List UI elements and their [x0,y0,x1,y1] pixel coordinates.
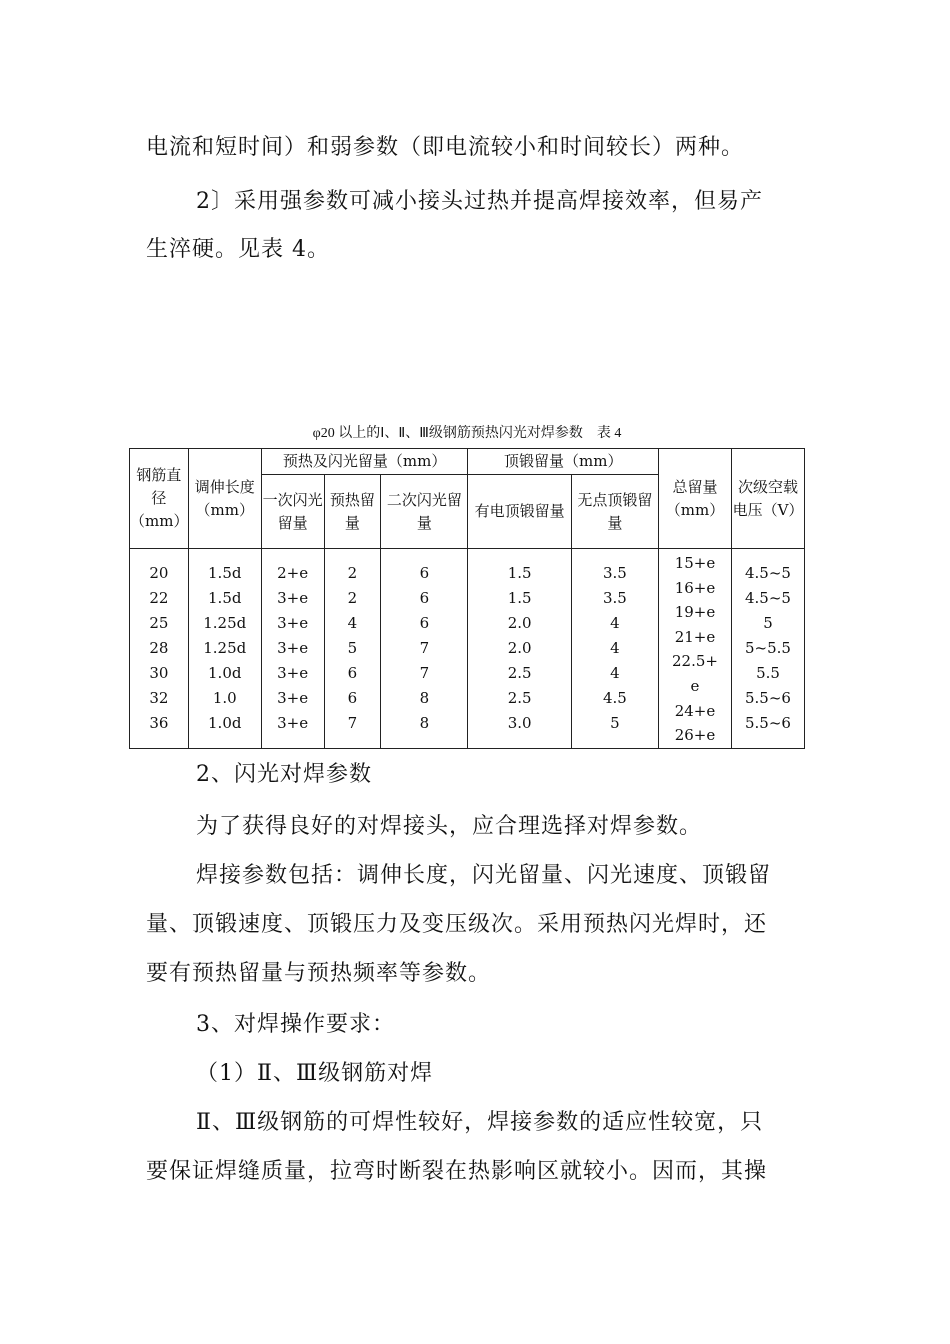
table-cell: 3.0 [507,714,532,732]
table-cell: 1.0d [208,714,242,732]
table-cell: 8 [419,714,430,732]
table-cell: 21+e [674,627,716,646]
table-cell: 28 [149,639,169,657]
table-cell: 6 [347,689,358,707]
table-cell: 2.5 [507,664,532,682]
table-cell: 2 [347,564,358,582]
sub-heading: （1）Ⅱ、Ⅲ级钢筋对焊 [196,1061,434,1086]
paragraph-line: 电流和短时间）和弱参数（即电流较小和时间较长）两种。 [146,135,745,160]
header-preheat: 预热留量 [324,475,381,549]
table-cell: 3+e [277,714,309,732]
section-heading: 3、对焊操作要求： [196,1012,395,1037]
table-cell: 4.5~5 [745,564,791,582]
table-cell: 1.25d [203,614,247,632]
table-cell: 6 [419,589,430,607]
paragraph-line: 量、顶锻速度、顶锻压力及变压级次。采用预热闪光焊时，还 [146,912,768,937]
table-cell: 1.5 [507,564,532,582]
welding-parameters-table [129,448,805,749]
table-cell: 6 [347,664,358,682]
table-cell: 4 [610,614,620,632]
table-cell: 6 [419,564,430,582]
table-cell: 5.5~6 [745,714,791,732]
table-cell: 36 [149,714,169,732]
header-upset-current: 有电顶锻留量 [468,475,571,549]
table-cell: 16+e [674,578,716,597]
table-cell: 20 [149,564,169,582]
table-cell: 3.5 [603,589,627,607]
table-cell: 15+e [674,554,716,572]
table-cell: 4 [347,614,358,632]
table-cell: 1.25d [203,639,247,657]
table-cell: 26+e [674,726,716,745]
column-first-flash [261,549,324,749]
column-voltage [731,549,804,749]
table-cell: 1.5d [208,564,242,582]
column-upset-no-current [571,549,658,749]
table-cell: 5 [763,614,773,632]
table-cell: 22 [149,589,169,607]
column-total [659,549,732,749]
table-cell: 2.5 [507,689,532,707]
header-upset-no-current: 无点顶锻留量 [571,475,658,549]
paragraph-line: Ⅱ、Ⅲ级钢筋的可焊性较好，焊接参数的适应性较宽，只 [196,1110,764,1135]
paragraph-line: 为了获得良好的对焊接头，应合理选择对焊参数。 [196,814,703,839]
table-cell: 2.0 [507,639,532,657]
table-cell: 1.0 [212,689,237,707]
table-cell: 5~5.5 [745,639,791,657]
table-cell: 1.5d [208,589,242,607]
column-upset-current [468,549,571,749]
table-cell: 3+e [277,664,309,682]
header-extension: 调伸长度（mm） [188,449,261,549]
table-cell: 25 [149,614,169,632]
paragraph-line: 焊接参数包括：调伸长度，闪光留量、闪光速度、顶锻留 [196,863,772,888]
header-voltage: 次级空载电压（V） [731,449,804,549]
header-upset-group: 顶锻留量（mm） [468,449,659,475]
column-preheat [324,549,381,749]
table-cell: 4 [610,664,620,682]
table-cell: 2+e [277,564,309,582]
table-cell: 1.5 [507,589,532,607]
table-cell: 7 [419,639,430,657]
table-cell: 4 [610,639,620,657]
header-second-flash: 二次闪光留量 [381,475,468,549]
table-cell: 22.5+ [672,652,718,671]
table-cell: 32 [149,689,169,707]
table-cell: 3+e [277,589,309,607]
section-heading: 2、闪光对焊参数 [196,762,372,787]
header-total: 总留量（mm） [659,449,732,549]
table-cell: 3+e [277,639,309,657]
table-cell: 4.5 [603,689,627,707]
paragraph-line: 要保证焊缝质量，拉弯时断裂在热影响区就较小。因而，其操 [146,1159,768,1184]
header-preheat-flash-group: 预热及闪光留量（mm） [261,449,468,475]
header-first-flash: 一次闪光留量 [261,475,324,549]
table-cell: 24+e [674,701,716,720]
table-cell: 8 [419,689,430,707]
table-cell: 7 [347,714,358,732]
table-cell: 7 [419,664,430,682]
table-cell: 6 [419,614,430,632]
table-cell: 2 [347,589,358,607]
table-cell: 5.5 [756,664,780,682]
table-cell: 3+e [277,614,309,632]
paragraph-line: 生淬硬。见表 4。 [146,237,330,262]
table-cell: 5.5~6 [745,689,791,707]
table-cell: 3+e [277,689,309,707]
table-cell: 30 [149,664,169,682]
table-caption: φ20 以上的Ⅰ、Ⅱ、Ⅲ级钢筋预热闪光对焊参数 表 4 [312,426,622,441]
table-cell: 1.0d [208,664,242,682]
header-diameter: 钢筋直径（mm） [130,449,189,549]
table-cell: 5 [347,639,358,657]
table-cell: 4.5~5 [745,589,791,607]
table-cell: 5 [610,714,620,732]
table-cell: 19+e [674,603,716,622]
table-cell: 3.5 [603,564,627,582]
paragraph-line: 要有预热留量与预热频率等参数。 [146,961,492,986]
column-second-flash [381,549,468,749]
paragraph-line: 2〕采用强参数可减小接头过热并提高焊接效率，但易产 [196,189,763,214]
table-cell: e [690,676,700,695]
column-diameter [130,549,189,749]
column-extension [188,549,261,749]
table-cell: 2.0 [507,614,532,632]
